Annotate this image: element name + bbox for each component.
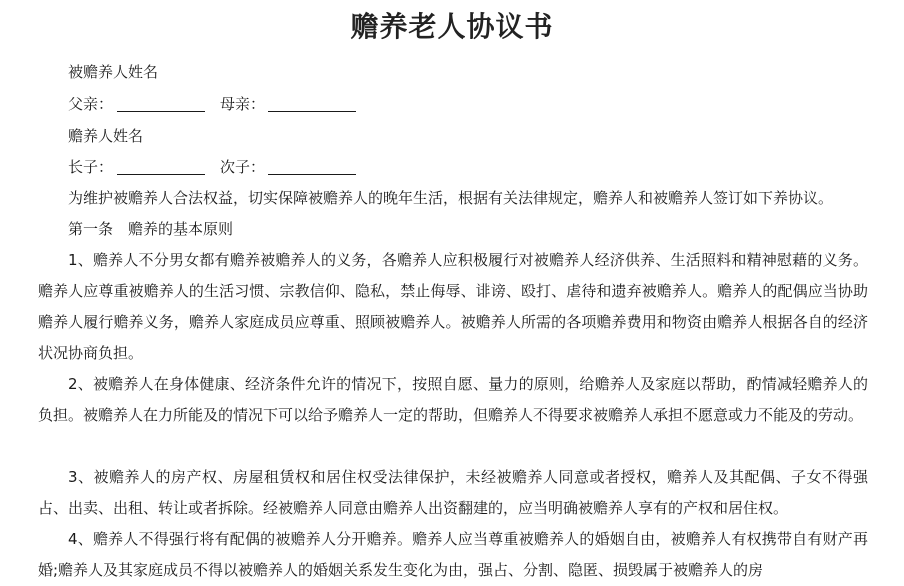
second-son-name-blank[interactable]	[268, 174, 356, 175]
second-son-label: 次子：	[220, 158, 266, 176]
eldest-son-label: 长子：	[68, 158, 114, 176]
preamble: 为维护被赡养人合法权益，切实保障被赡养人的晚年生活，根据有关法律规定，赡养人和被赡养人签订如下养协议。	[68, 189, 834, 207]
clause-4: 4、赡养人不得强行将有配偶的被赡养人分开赡养。赡养人应当尊重被赡养人的婚姻自由，被赡养人有权携带自有财产再婚;赡养人及其家庭成员不得以被赡养人的婚姻关系发生变化为由，强占、分割、隐匿、损毁属于被赡养人的房	[38, 530, 868, 579]
document-title: 赡养老人协议书	[350, 10, 554, 43]
father-label: 父亲：	[68, 95, 114, 113]
clause-3: 3、被赡养人的房产权、房屋租赁权和居住权受法律保护，未经被赡养人同意或者授权，赡养人及其配偶、子女不得强占、出卖、出租、转让或者拆除。经被赡养人同意由赡养人出资翻建的，应当明确被赡养人享有的产权和居住权。	[38, 468, 868, 517]
father-name-blank[interactable]	[117, 111, 205, 112]
clause-1: 1、赡养人不分男女都有赡养被赡养人的义务，各赡养人应积极履行对被赡养人经济供养、生活照料和精神慰藉的义务。赡养人应尊重被赡养人的生活习惯、宗教信仰、隐私，禁止侮辱、诽谤、殴打、虐待和遗弃被赡养人。赡养人的配偶应当协助赡养人履行赡养义务，赡养人家庭成员应尊重、照顾被赡养人。被赡养人所需的各项赡养费用和物资由赡养人根据各自的经济状况协商负担。	[38, 251, 868, 362]
supporter-fields-row	[68, 157, 368, 177]
mother-label: 母亲：	[220, 95, 266, 113]
clause-2: 2、被赡养人在身体健康、经济条件允许的情况下，按照自愿、量力的原则，给赡养人及家庭以帮助，酌情减轻赡养人的负担。被赡养人在力所能及的情况下可以给予赡养人一定的帮助，但赡养人不得要求被赡养人承担不愿意或力不能及的劳动。	[38, 375, 868, 424]
dependent-heading: 被赡养人姓名	[68, 63, 159, 81]
eldest-son-name-blank[interactable]	[117, 174, 205, 175]
supporter-heading: 赡养人姓名	[68, 127, 144, 145]
article-1-heading: 第一条 赡养的基本原则	[68, 220, 234, 238]
dependent-fields-row	[68, 94, 368, 114]
mother-name-blank[interactable]	[268, 111, 356, 112]
